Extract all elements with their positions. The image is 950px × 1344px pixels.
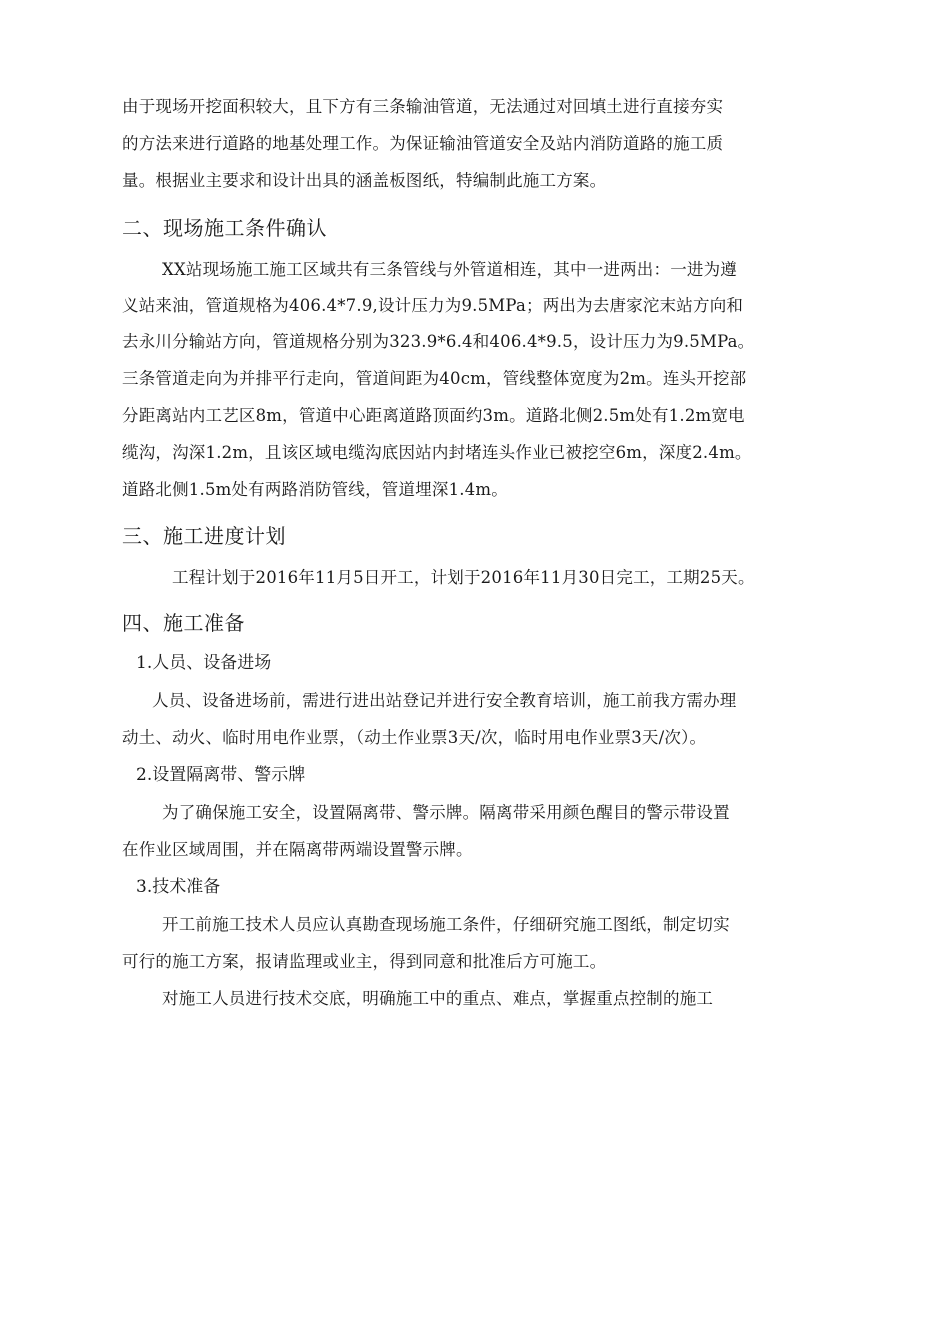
intro-line-3: 量。根据业主要求和设计出具的涵盖板图纸，特编制此施工方案。 bbox=[122, 171, 607, 190]
section-2-line-1: XX站现场施工施工区域共有三条管线与外管道相连，其中一进两出：一进为遵 bbox=[162, 260, 737, 279]
subsection-2-title: 2.设置隔离带、警示牌 bbox=[136, 765, 306, 785]
section-2-line-4: 三条管道走向为并排平行走向，管道间距为40cm，管线整体宽度为2m。连头开挖部 bbox=[122, 369, 747, 388]
subsection-3-title: 3.技术准备 bbox=[136, 877, 221, 897]
subsection-3-line-3: 对施工人员进行技术交底，明确施工中的重点、难点，掌握重点控制的施工 bbox=[162, 989, 714, 1008]
section-2-heading: 二、现场施工条件确认 bbox=[122, 216, 327, 240]
subsection-1-title: 1.人员、设备进场 bbox=[136, 653, 272, 673]
section-2-line-5: 分距离站内工艺区8m，管道中心距离道路顶面约3m。道路北侧2.5m处有1.2m宽电 bbox=[122, 406, 745, 425]
section-2-line-3: 去永川分输站方向，管道规格分别为323.9*6.4和406.4*9.5，设计压力为9.5MPa。 bbox=[122, 332, 755, 351]
subsection-1-line-2: 动土、动火、临时用电作业票，（动土作业票3天/次，临时用电作业票3天/次）。 bbox=[122, 728, 707, 747]
section-3-line-1: 工程计划于2016年11月5日开工，计划于2016年11月30日完工，工期25天。 bbox=[172, 568, 755, 587]
section-2-line-6: 缆沟，沟深1.2m，且该区域电缆沟底因站内封堵连头作业已被挖空6m，深度2.4m。 bbox=[122, 443, 752, 462]
intro-line-1: 由于现场开挖面积较大，且下方有三条输油管道，无法通过对回填土进行直接夯实 bbox=[122, 97, 724, 116]
section-2-line-7: 道路北侧1.5m处有两路消防管线，管道埋深1.4m。 bbox=[122, 480, 508, 499]
subsection-2-line-1: 为了确保施工安全，设置隔离带、警示牌。隔离带采用颜色醒目的警示带设置 bbox=[162, 803, 730, 822]
intro-line-2: 的方法来进行道路的地基处理工作。为保证输油管道安全及站内消防道路的施工质 bbox=[122, 134, 724, 153]
subsection-1-line-1: 人员、设备进场前，需进行进出站登记并进行安全教育培训，施工前我方需办理 bbox=[152, 691, 737, 710]
subsection-3-line-2: 可行的施工方案，报请监理或业主，得到同意和批准后方可施工。 bbox=[122, 952, 607, 971]
subsection-2-line-2: 在作业区域周围，并在隔离带两端设置警示牌。 bbox=[122, 840, 473, 859]
subsection-3-line-1: 开工前施工技术人员应认真勘查现场施工条件，仔细研究施工图纸，制定切实 bbox=[162, 915, 730, 934]
section-2-line-2: 义站来油，管道规格为406.4*7.9,设计压力为9.5MPa；两出为去唐家沱末站方向和 bbox=[122, 296, 744, 315]
section-3-heading: 三、施工进度计划 bbox=[122, 524, 286, 548]
section-4-heading: 四、施工准备 bbox=[122, 611, 245, 635]
